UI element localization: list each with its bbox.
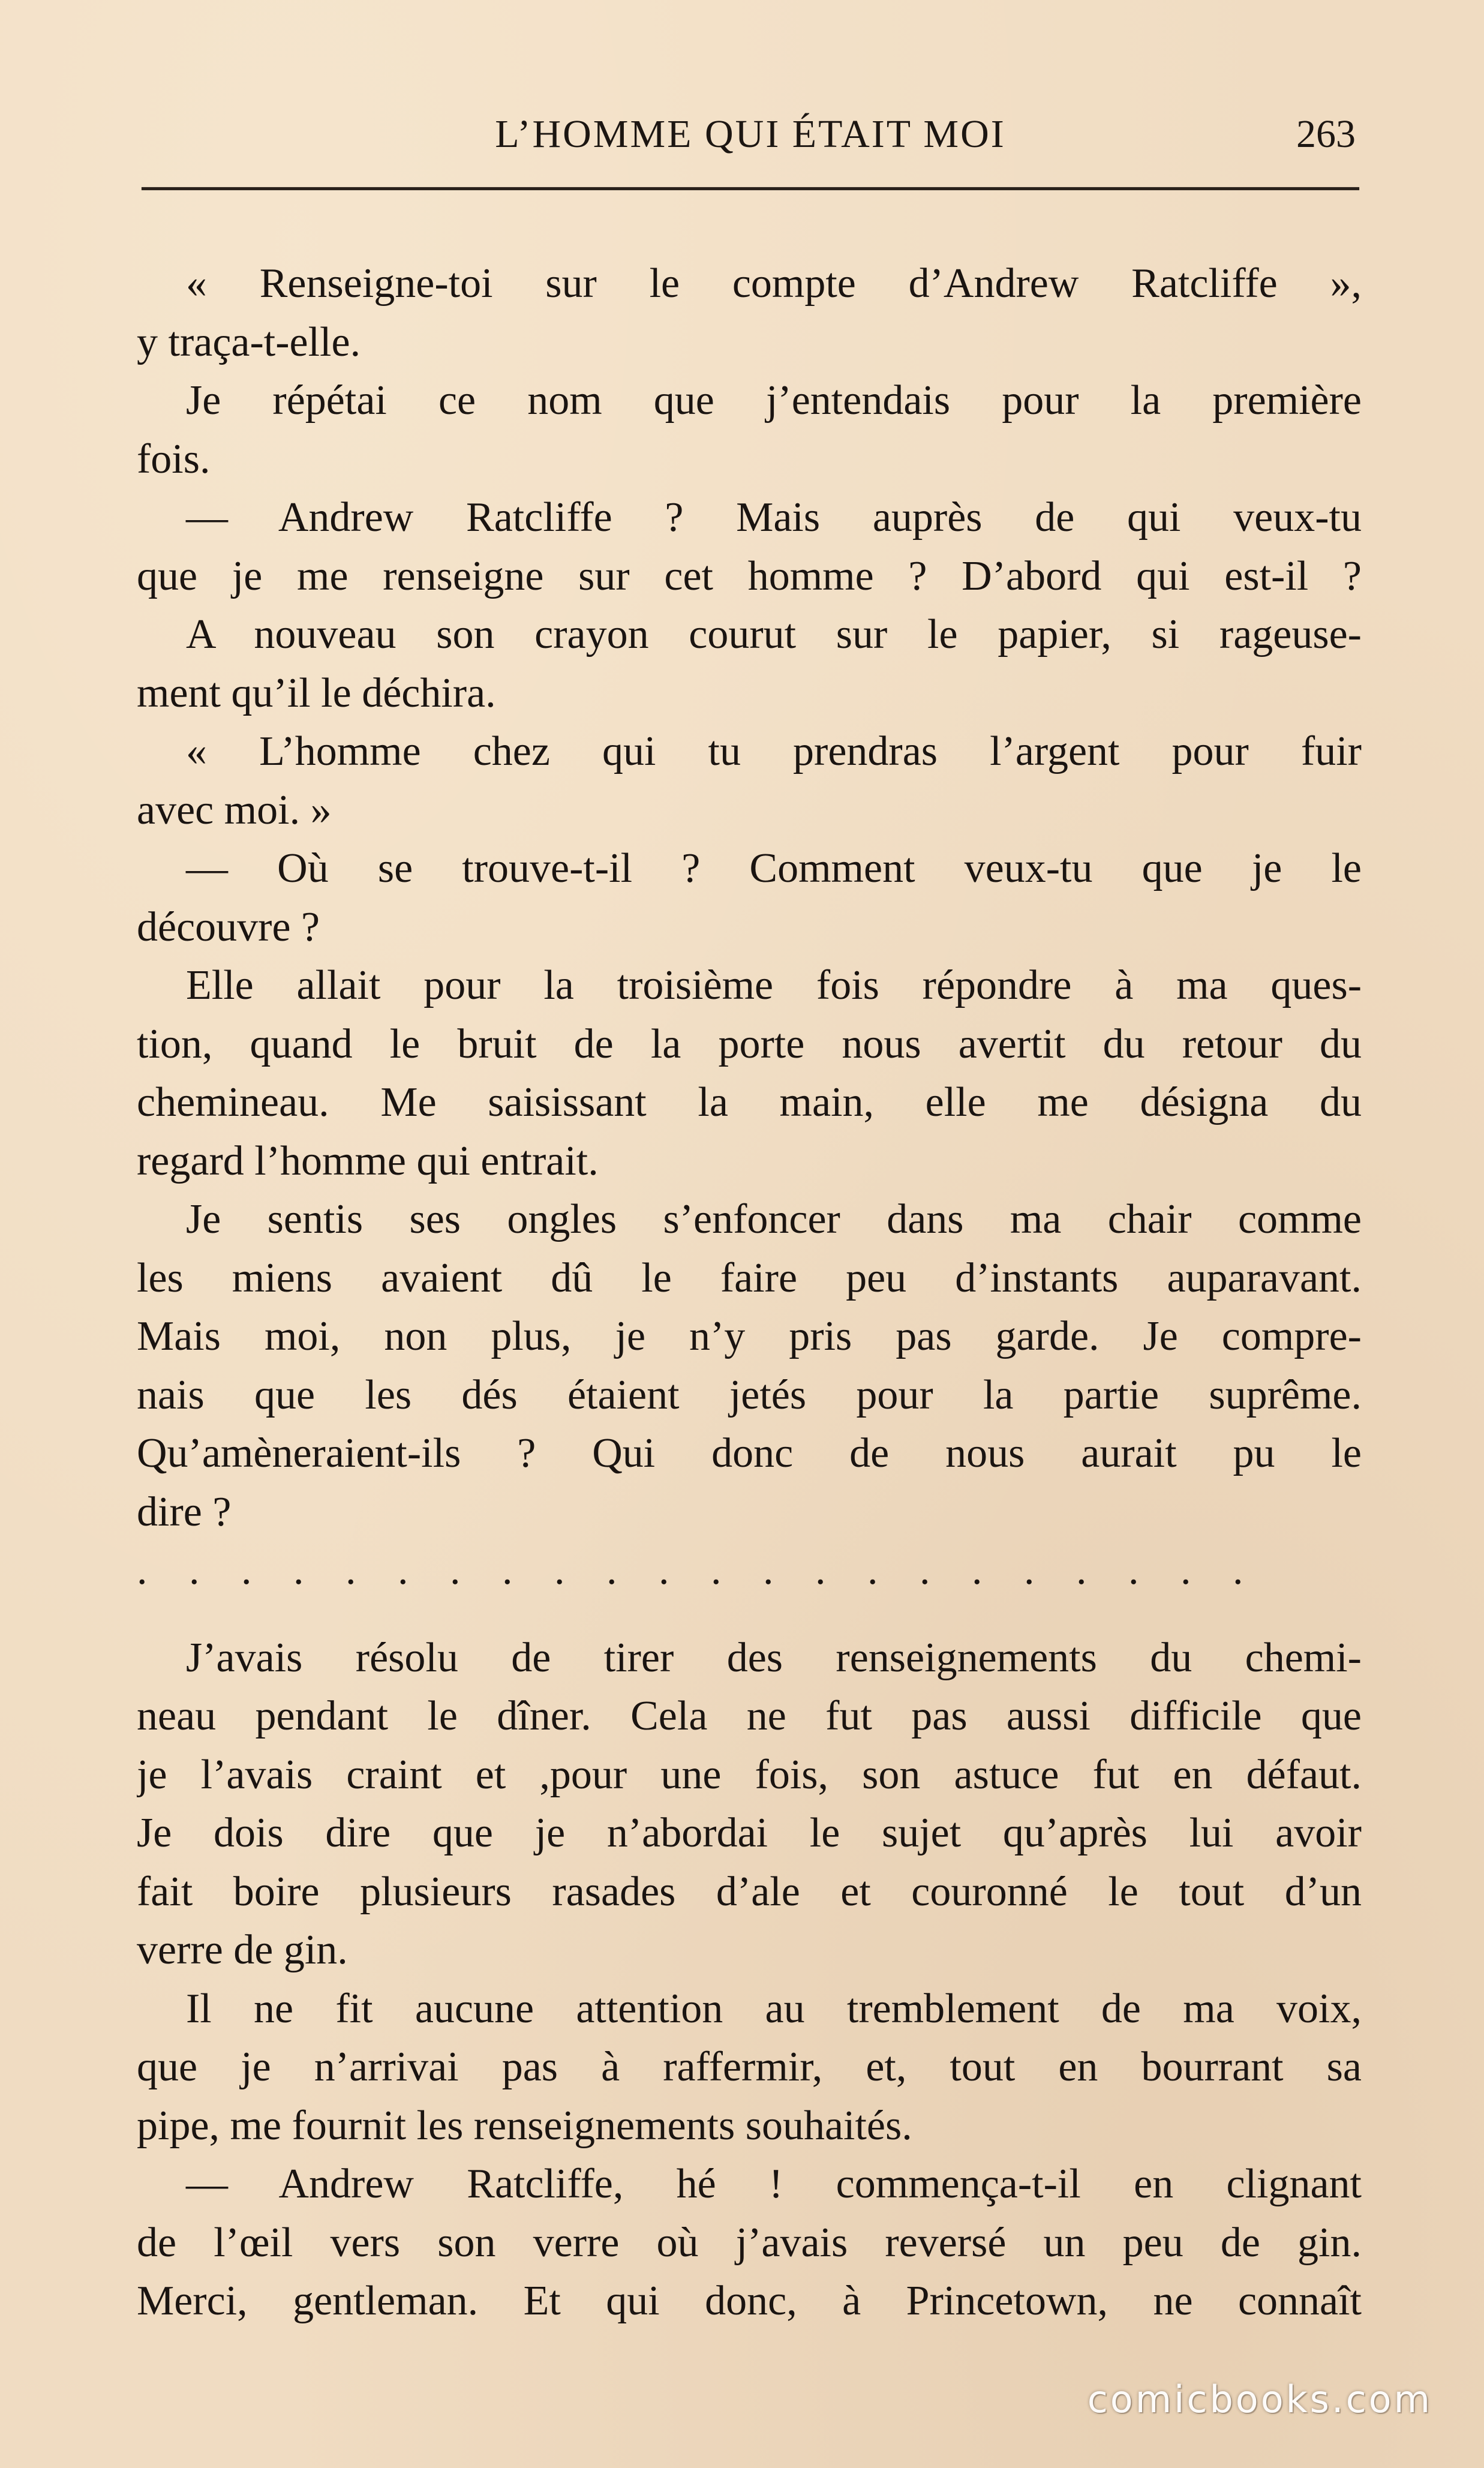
text-line: Je répétai ce nom que j’entendais pour la première bbox=[186, 377, 1362, 424]
watermark-logo: comicbooks.com bbox=[1087, 2377, 1432, 2421]
running-title: L’HOMME QUI ÉTAIT MOI bbox=[495, 112, 1006, 156]
text-line: « L’homme chez qui tu prendras l’argent pour fuir bbox=[186, 728, 1362, 774]
text-line: pipe, me fournit les renseignements souhaités. bbox=[137, 2102, 912, 2149]
text-line: fait boire plusieurs rasades d’ale et couronné le tout d’un bbox=[137, 1868, 1362, 1915]
section-gap bbox=[137, 1600, 1362, 1629]
text-line: avec moi. » bbox=[137, 786, 332, 833]
header-rule bbox=[142, 187, 1359, 190]
text-line: verre de gin. bbox=[137, 1927, 348, 1973]
text-line: neau pendant le dîner. Cela ne fut pas aussi difficile que bbox=[137, 1693, 1362, 1739]
text-line: de l’œil vers son verre où j’avais reversé un peu de gin. bbox=[137, 2219, 1362, 2266]
text-line: y traça-t-elle. bbox=[137, 319, 361, 365]
text-line: J’avais résolu de tirer des renseignements du chemi- bbox=[186, 1634, 1362, 1681]
text-line: les miens avaient dû le faire peu d’instants auparavant. bbox=[137, 1254, 1362, 1301]
text-line: « Renseigne-toi sur le compte d’Andrew Ratcliffe », bbox=[186, 260, 1362, 307]
body-text bbox=[137, 254, 1362, 2331]
text-line: Je sentis ses ongles s’enfoncer dans ma chair comme bbox=[186, 1196, 1362, 1242]
text-line: je l’avais craint et ,pour une fois, son astuce fut en défaut. bbox=[137, 1751, 1362, 1798]
text-line: chemineau. Me saisissant la main, elle me désigna du bbox=[137, 1079, 1362, 1125]
text-line: — Andrew Ratcliffe ? Mais auprès de qui veux-tu bbox=[186, 494, 1362, 541]
text-line: — Où se trouve-t-il ? Comment veux-tu que je le bbox=[186, 845, 1362, 891]
text-line: Il ne fit aucune attention au tremblement de ma voix, bbox=[186, 1985, 1362, 2032]
text-line: A nouveau son crayon courut sur le papier, si rageuse- bbox=[186, 611, 1362, 657]
text-line: — Andrew Ratcliffe, hé ! commença-t-il en clignant bbox=[186, 2161, 1362, 2207]
text-line: nais que les dés étaient jetés pour la partie suprême. bbox=[137, 1371, 1362, 1418]
text-line: que je n’arrivai pas à raffermir, et, tout en bourrant sa bbox=[137, 2044, 1362, 2090]
text-line: Je dois dire que je n’abordai le sujet qu’après lui avoir bbox=[137, 1810, 1362, 1856]
text-line: Qu’amèneraient-ils ? Qui donc de nous aurait pu le bbox=[137, 1430, 1362, 1476]
section-separator: . . . . . . . . . . . . . . . . . . . . . . bbox=[137, 1547, 1259, 1593]
text-line: Elle allait pour la troisième fois répondre à ma ques- bbox=[186, 962, 1362, 1008]
text-line: que je me renseigne sur cet homme ? D’abord qui est-il ? bbox=[137, 553, 1362, 599]
text-line: tion, quand le bruit de la porte nous avertit du retour du bbox=[137, 1020, 1362, 1067]
text-line: Mais moi, non plus, je n’y pris pas garde. Je compre- bbox=[137, 1313, 1362, 1359]
text-line: ment qu’il le déchira. bbox=[137, 669, 496, 716]
text-line: regard l’homme qui entrait. bbox=[137, 1137, 599, 1184]
page-header bbox=[142, 112, 1359, 166]
text-line: dire ? bbox=[137, 1488, 232, 1535]
text-line: fois. bbox=[137, 436, 211, 482]
page-number: 263 bbox=[1296, 112, 1356, 156]
text-line: découvre ? bbox=[137, 903, 320, 950]
text-line: Merci, gentleman. Et qui donc, à Princetown, ne connaît bbox=[137, 2278, 1362, 2324]
